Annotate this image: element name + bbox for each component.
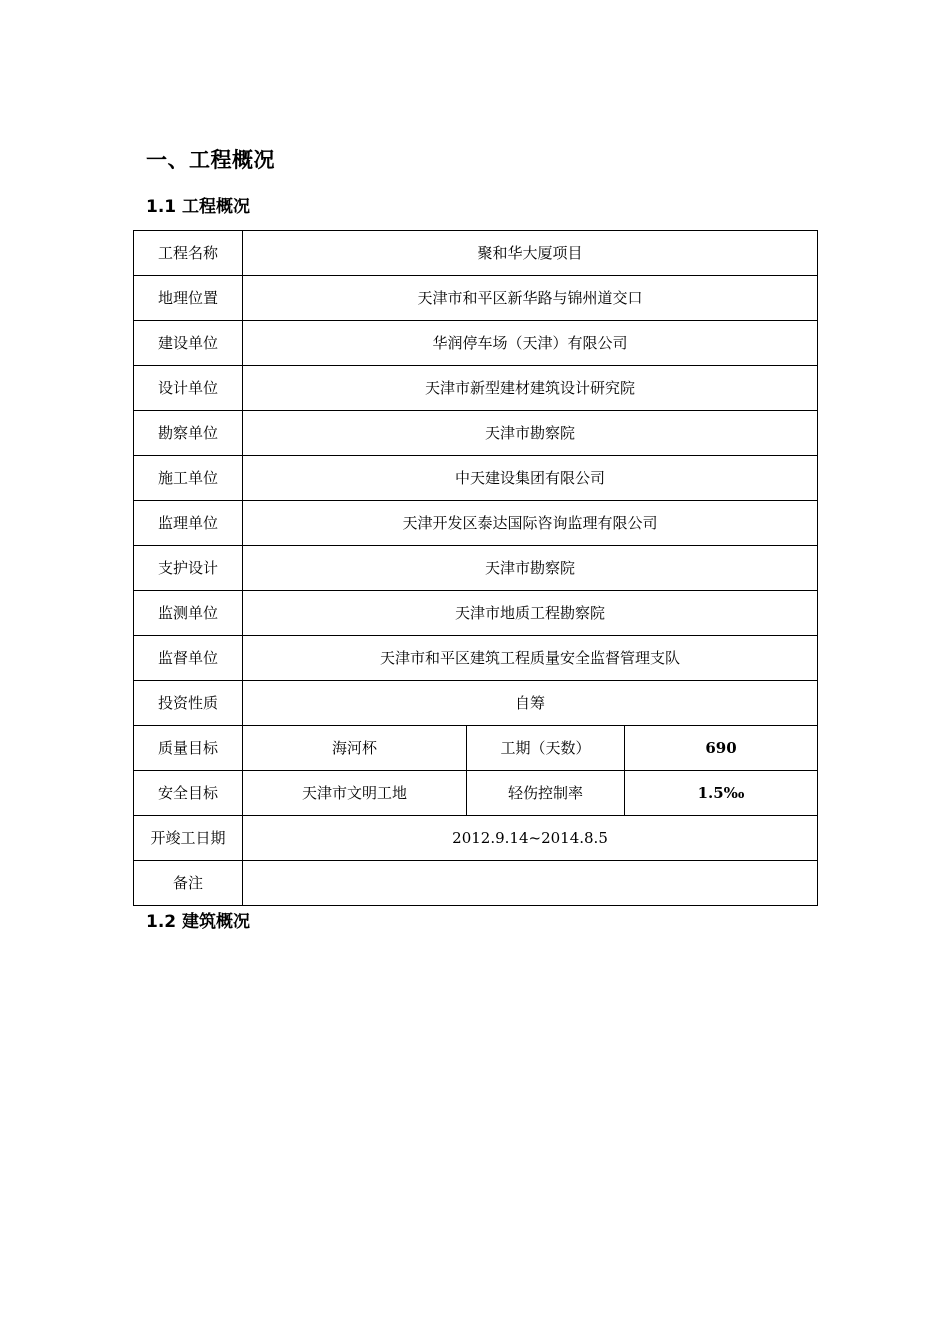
safety-value: 天津市文明工地	[243, 771, 467, 816]
duration-value: 690	[625, 726, 818, 771]
table-row	[134, 321, 818, 366]
row-value: 天津市新型建材建筑设计研究院	[243, 366, 818, 411]
row-label: 建设单位	[134, 321, 243, 366]
row-label: 地理位置	[134, 276, 243, 321]
row-value: 天津市和平区新华路与锦州道交口	[243, 276, 818, 321]
row-value: 天津市地质工程勘察院	[243, 591, 818, 636]
row-label: 设计单位	[134, 366, 243, 411]
row-label: 支护设计	[134, 546, 243, 591]
table-row	[134, 366, 818, 411]
duration-label: 工期（天数）	[467, 726, 625, 771]
table-row	[134, 591, 818, 636]
row-value: 华润停车场（天津）有限公司	[243, 321, 818, 366]
remarks-row	[134, 861, 818, 906]
quality-row	[134, 726, 818, 771]
section-heading-1-1: 1.1 工程概况	[146, 197, 251, 217]
row-value: 天津市勘察院	[243, 546, 818, 591]
table-row	[134, 681, 818, 726]
table-row	[134, 276, 818, 321]
dates-label: 开竣工日期	[134, 816, 243, 861]
row-value: 自筹	[243, 681, 818, 726]
quality-value: 海河杯	[243, 726, 467, 771]
row-label: 施工单位	[134, 456, 243, 501]
remarks-label: 备注	[134, 861, 243, 906]
safety-row	[134, 771, 818, 816]
row-value: 天津开发区泰达国际咨询监理有限公司	[243, 501, 818, 546]
injury-rate-label: 轻伤控制率	[467, 771, 625, 816]
safety-label: 安全目标	[134, 771, 243, 816]
table-row	[134, 546, 818, 591]
page-heading: 一、工程概况	[146, 148, 275, 172]
quality-label: 质量目标	[134, 726, 243, 771]
row-value: 中天建设集团有限公司	[243, 456, 818, 501]
table-row	[134, 411, 818, 456]
dates-row	[134, 816, 818, 861]
project-overview-table	[133, 230, 818, 906]
table-row	[134, 501, 818, 546]
row-label: 监测单位	[134, 591, 243, 636]
row-value: 聚和华大厦项目	[243, 231, 818, 276]
table-row	[134, 636, 818, 681]
row-label: 工程名称	[134, 231, 243, 276]
section-heading-1-2: 1.2 建筑概况	[146, 912, 251, 932]
dates-value: 2012.9.14~2014.8.5	[243, 816, 818, 861]
table-row	[134, 456, 818, 501]
remarks-value	[243, 861, 818, 906]
table-row	[134, 231, 818, 276]
injury-rate-value: 1.5‰	[625, 771, 818, 816]
row-label: 监督单位	[134, 636, 243, 681]
row-value: 天津市和平区建筑工程质量安全监督管理支队	[243, 636, 818, 681]
row-label: 监理单位	[134, 501, 243, 546]
row-label: 投资性质	[134, 681, 243, 726]
row-label: 勘察单位	[134, 411, 243, 456]
row-value: 天津市勘察院	[243, 411, 818, 456]
